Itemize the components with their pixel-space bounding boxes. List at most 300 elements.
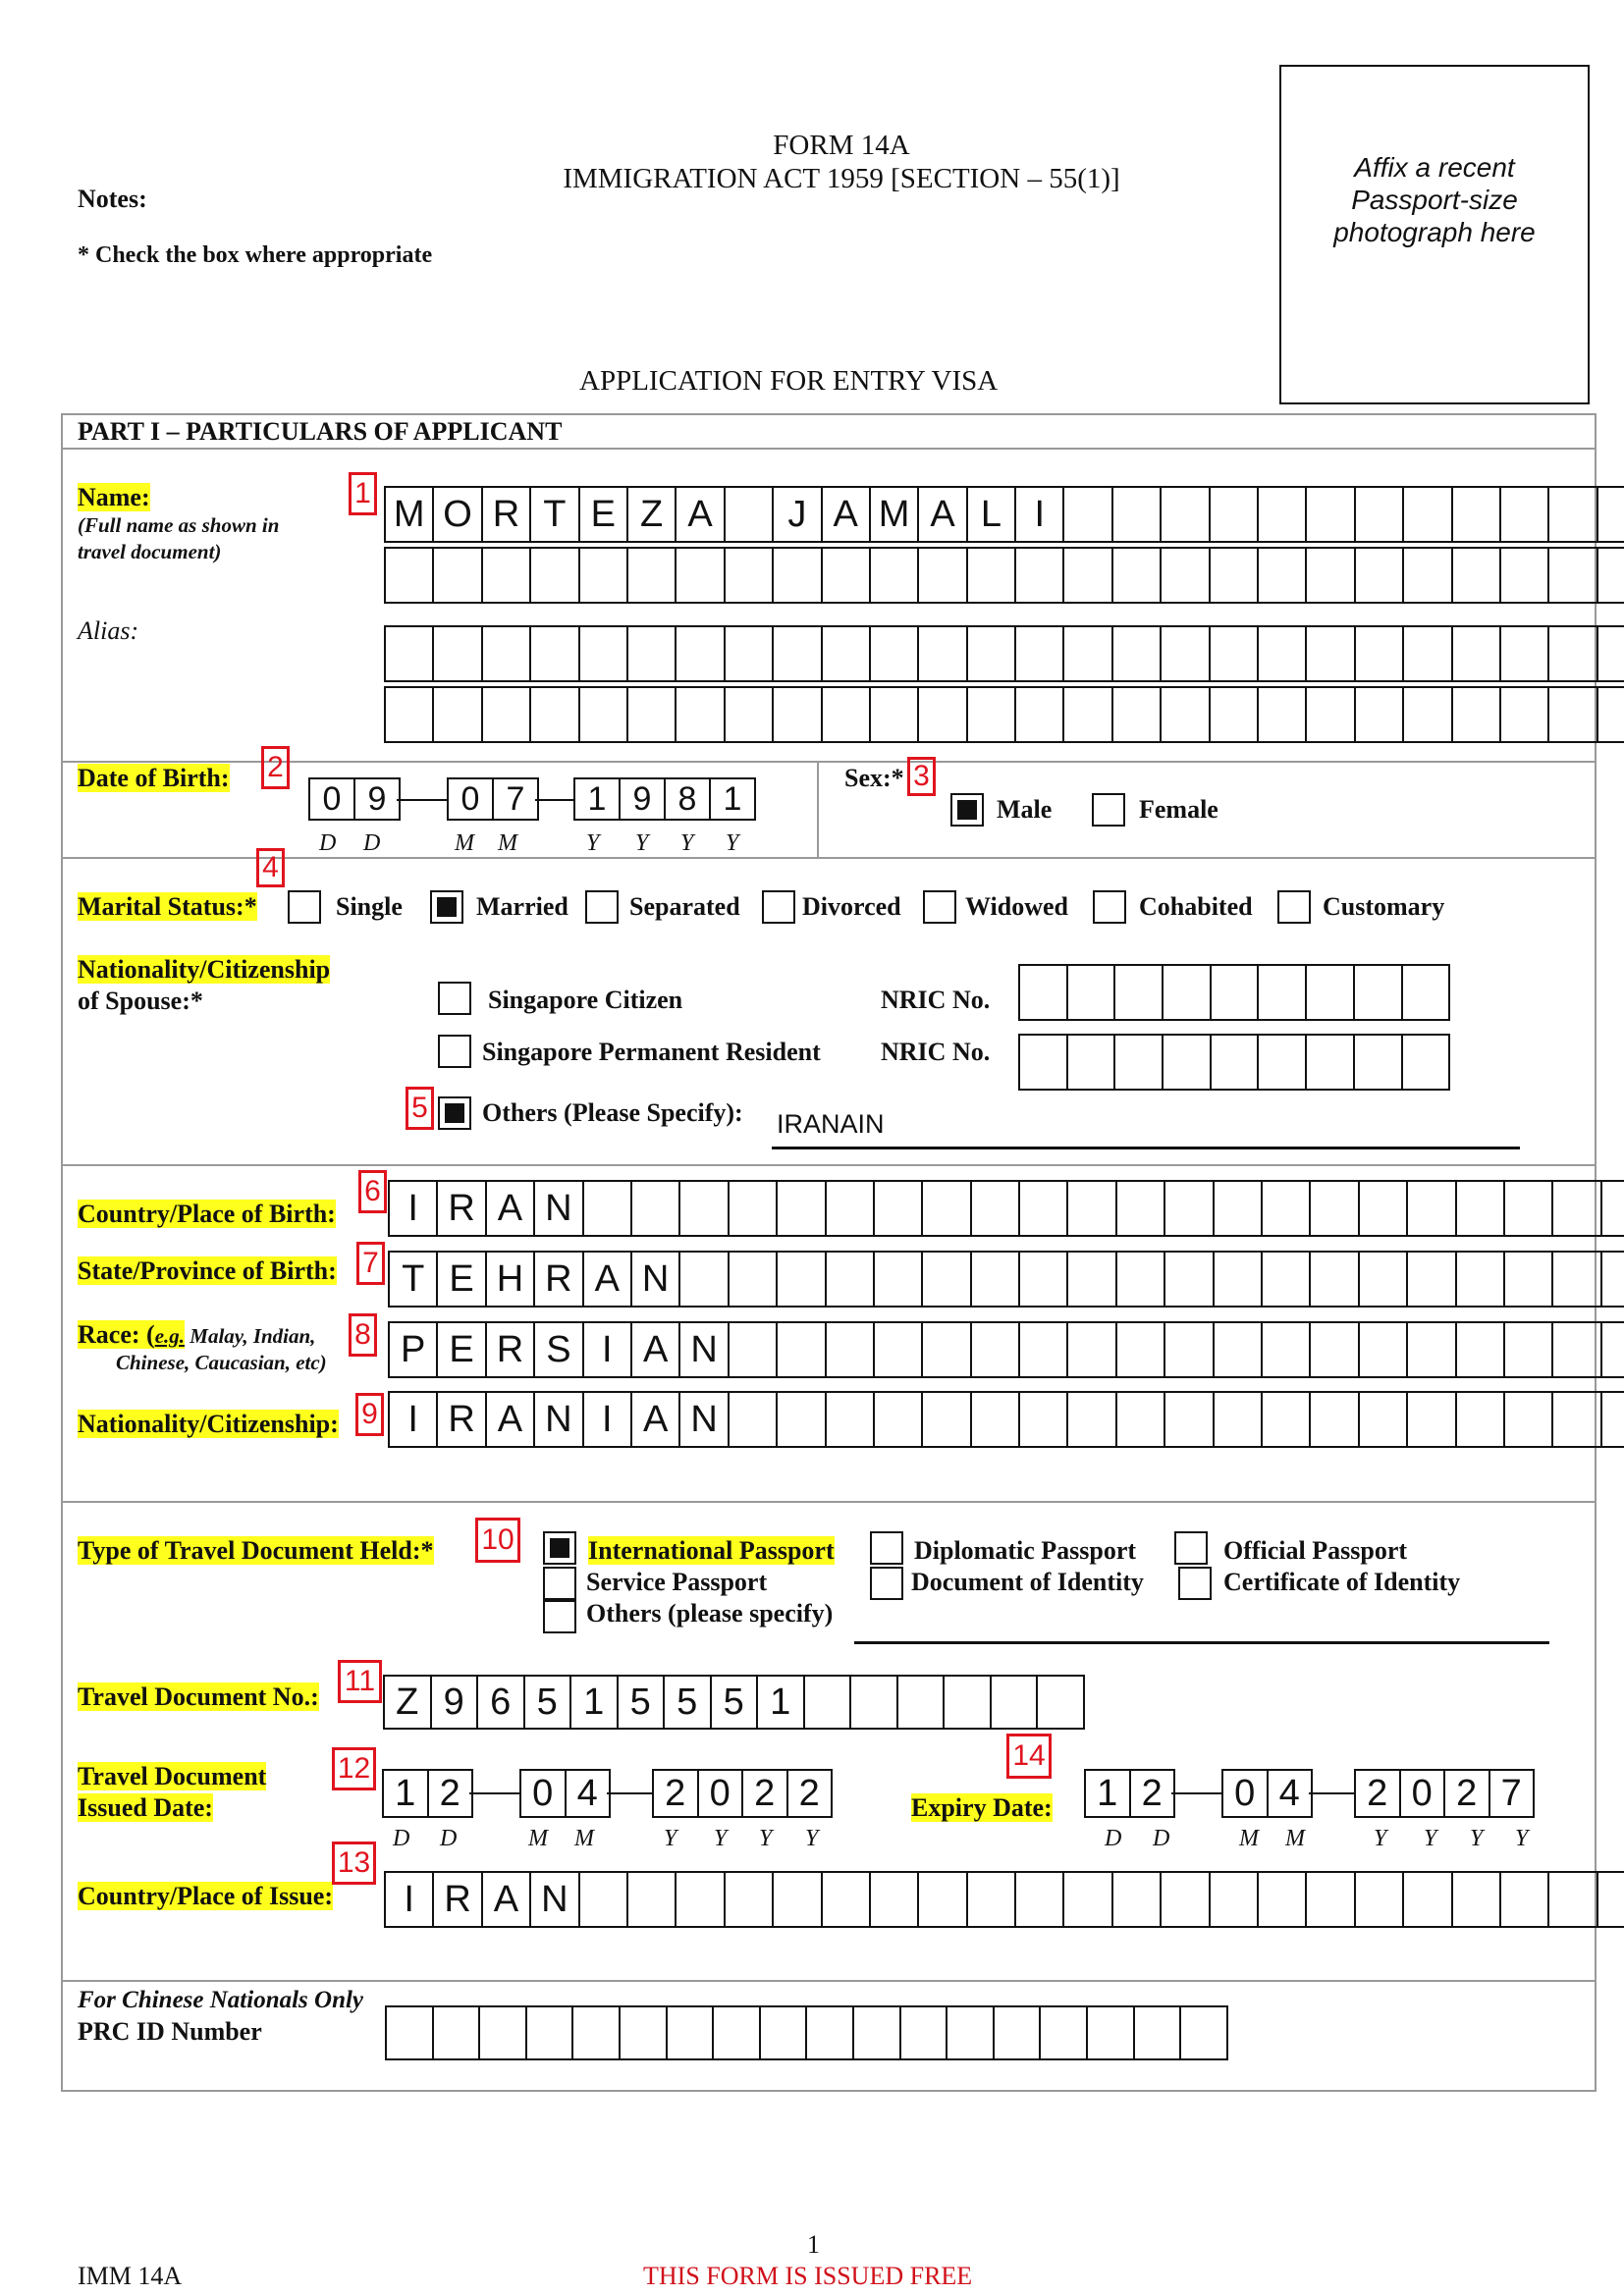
alias-row-2-cell[interactable] [821, 686, 871, 743]
alias-row-1-cell[interactable] [1451, 625, 1501, 682]
alias-row-1-cell[interactable] [1597, 625, 1624, 682]
country-birth-cells-cell[interactable]: N [533, 1180, 583, 1237]
race-cells-cell[interactable] [921, 1321, 971, 1378]
nationality-cells-cell[interactable]: R [436, 1391, 486, 1448]
alias-row-2-cell[interactable] [675, 686, 725, 743]
state-birth-cells-cell[interactable] [1600, 1251, 1624, 1308]
nationality-cells-cell[interactable] [1213, 1391, 1263, 1448]
prc-id-cells-cell[interactable] [759, 2005, 808, 2060]
nationality-cells-cell[interactable]: A [630, 1391, 680, 1448]
alias-row-1-cell[interactable] [432, 625, 482, 682]
marital-divorced-checkbox[interactable] [762, 890, 795, 924]
alias-row-2-cell[interactable] [1402, 686, 1452, 743]
name-row-1-cell[interactable] [1209, 486, 1259, 543]
prc-id-cells-cell[interactable] [1039, 2005, 1088, 2060]
issued-year-cell[interactable]: 0 [697, 1769, 744, 1818]
race-cells-cell[interactable] [776, 1321, 826, 1378]
sex-male-checkbox[interactable] [950, 793, 984, 827]
prc-id-cells-cell[interactable] [852, 2005, 901, 2060]
doc-no-cells-cell[interactable] [990, 1675, 1039, 1730]
race-cells-cell[interactable]: R [485, 1321, 535, 1378]
doc-no-cells-cell[interactable] [943, 1675, 992, 1730]
country-birth-cells-cell[interactable] [1309, 1180, 1359, 1237]
name-row-1-cell[interactable]: T [529, 486, 579, 543]
nationality-cells-cell[interactable] [1164, 1391, 1214, 1448]
name-row-1-cell[interactable] [724, 486, 774, 543]
nationality-cells-cell[interactable] [1600, 1391, 1624, 1448]
sex-female-checkbox[interactable] [1092, 793, 1125, 827]
race-cells-cell[interactable] [1164, 1321, 1214, 1378]
alias-row-1-cell[interactable] [384, 625, 434, 682]
race-cells-cell[interactable]: P [388, 1321, 438, 1378]
doc-no-cells-cell[interactable]: 5 [523, 1675, 572, 1730]
race-cells-cell[interactable] [873, 1321, 923, 1378]
place-issue-cells-cell[interactable] [1547, 1871, 1597, 1928]
travel-official-checkbox[interactable] [1174, 1531, 1208, 1565]
name-row-2[interactable] [384, 547, 1624, 604]
spouse-sg-citizen-checkbox[interactable] [438, 982, 471, 1015]
country-birth-cells-cell[interactable] [728, 1180, 778, 1237]
marital-single-checkbox[interactable] [288, 890, 321, 924]
dob-year[interactable] [573, 777, 754, 821]
place-issue-cells-cell[interactable] [724, 1871, 774, 1928]
name-row-2-cell[interactable] [966, 547, 1016, 604]
state-birth-cells-cell[interactable] [678, 1251, 729, 1308]
race-cells-cell[interactable] [1406, 1321, 1456, 1378]
spouse-nric-1-cell[interactable] [1305, 964, 1355, 1021]
nationality-cells-cell[interactable]: N [678, 1391, 729, 1448]
name-row-1-cell[interactable]: O [432, 486, 482, 543]
dob-day-cell[interactable]: 0 [308, 777, 355, 821]
marital-married-checkbox[interactable] [430, 890, 463, 924]
nationality-cells-cell[interactable] [1309, 1391, 1359, 1448]
dob-year-cell[interactable]: 1 [709, 777, 756, 821]
state-birth-cells-cell[interactable] [776, 1251, 826, 1308]
name-row-2-cell[interactable] [821, 547, 871, 604]
expiry-day[interactable] [1084, 1769, 1173, 1818]
country-birth-cells-cell[interactable] [1503, 1180, 1553, 1237]
nationality-cells-cell[interactable]: N [533, 1391, 583, 1448]
issued-day-cell[interactable]: 2 [427, 1769, 474, 1818]
alias-row-1-cell[interactable] [675, 625, 725, 682]
country-birth-cells-cell[interactable] [1213, 1180, 1263, 1237]
alias-row-2-cell[interactable] [1160, 686, 1210, 743]
travel-doi-checkbox[interactable] [870, 1567, 903, 1600]
prc-id-cells-cell[interactable] [385, 2005, 434, 2060]
spouse-nric-2-cell[interactable] [1353, 1034, 1403, 1091]
spouse-nric-1-cell[interactable] [1066, 964, 1116, 1021]
name-row-2-cell[interactable] [772, 547, 822, 604]
spouse-nric-1-cell[interactable] [1401, 964, 1451, 1021]
alias-row-2-cell[interactable] [917, 686, 967, 743]
alias-row-1-cell[interactable] [772, 625, 822, 682]
name-row-2-cell[interactable] [1209, 547, 1259, 604]
dob-month-cell[interactable]: 7 [492, 777, 539, 821]
spouse-nric-1-cell[interactable] [1162, 964, 1212, 1021]
name-row-2-cell[interactable] [1160, 547, 1210, 604]
name-row-2-cell[interactable] [1257, 547, 1307, 604]
issued-year-cell[interactable]: 2 [652, 1769, 699, 1818]
state-birth-cells-cell[interactable] [1503, 1251, 1553, 1308]
country-birth-cells-cell[interactable] [1358, 1180, 1408, 1237]
country-birth-cells-cell[interactable] [630, 1180, 680, 1237]
alias-row-2-cell[interactable] [1062, 686, 1112, 743]
expiry-year-cell[interactable]: 2 [1354, 1769, 1401, 1818]
alias-row-1-cell[interactable] [481, 625, 531, 682]
alias-row-1-cell[interactable] [529, 625, 579, 682]
alias-row-1-cell[interactable] [821, 625, 871, 682]
nationality-cells-cell[interactable] [1503, 1391, 1553, 1448]
state-birth-cells-cell[interactable] [1261, 1251, 1311, 1308]
spouse-sg-pr-checkbox[interactable] [438, 1035, 471, 1068]
country-birth-cells-cell[interactable] [1600, 1180, 1624, 1237]
prc-id-cells-cell[interactable] [1179, 2005, 1228, 2060]
alias-row-2-cell[interactable] [626, 686, 677, 743]
alias-row-2-cell[interactable] [384, 686, 434, 743]
issued-year[interactable] [652, 1769, 831, 1818]
race-cells-cell[interactable]: E [436, 1321, 486, 1378]
state-birth-cells-cell[interactable] [1406, 1251, 1456, 1308]
doc-no-cells-cell[interactable] [803, 1675, 852, 1730]
name-row-2-cell[interactable] [384, 547, 434, 604]
place-issue-cells-cell[interactable] [966, 1871, 1016, 1928]
place-issue-cells-cell[interactable] [1062, 1871, 1112, 1928]
place-issue-cells-cell[interactable] [1499, 1871, 1549, 1928]
marital-customary-checkbox[interactable] [1277, 890, 1311, 924]
expiry-month-cell[interactable]: 4 [1267, 1769, 1314, 1818]
alias-row-2[interactable] [384, 686, 1624, 743]
race-cells-cell[interactable] [825, 1321, 875, 1378]
name-row-1-cell[interactable]: Z [626, 486, 677, 543]
place-issue-cells-cell[interactable] [1354, 1871, 1404, 1928]
nationality-cells-cell[interactable] [873, 1391, 923, 1448]
race-cells-cell[interactable] [1066, 1321, 1116, 1378]
name-row-2-cell[interactable] [1305, 547, 1355, 604]
state-birth-cells-cell[interactable] [873, 1251, 923, 1308]
name-row-2-cell[interactable] [1402, 547, 1452, 604]
state-birth-cells-cell[interactable]: R [533, 1251, 583, 1308]
place-issue-cells-cell[interactable] [626, 1871, 677, 1928]
nationality-cells-cell[interactable] [1551, 1391, 1601, 1448]
alias-row-1-cell[interactable] [1547, 625, 1597, 682]
nationality-cells-cell[interactable]: I [388, 1391, 438, 1448]
alias-row-1-cell[interactable] [966, 625, 1016, 682]
nationality-cells-cell[interactable] [970, 1391, 1020, 1448]
name-row-1-cell[interactable]: R [481, 486, 531, 543]
travel-coi-checkbox[interactable] [1178, 1567, 1212, 1600]
issued-day-cell[interactable]: 1 [382, 1769, 429, 1818]
race-cells-cell[interactable] [1551, 1321, 1601, 1378]
spouse-others-checkbox[interactable] [438, 1096, 471, 1130]
place-issue-cells-cell[interactable] [917, 1871, 967, 1928]
race-cells-cell[interactable] [1600, 1321, 1624, 1378]
name-row-1-cell[interactable]: A [821, 486, 871, 543]
nationality-cells-cell[interactable] [1455, 1391, 1505, 1448]
issued-year-cell[interactable]: 2 [786, 1769, 834, 1818]
state-birth-cells-cell[interactable] [1115, 1251, 1165, 1308]
alias-row-2-cell[interactable] [1111, 686, 1162, 743]
doc-no-cells-cell[interactable] [1036, 1675, 1085, 1730]
doc-no-cells-cell[interactable] [896, 1675, 946, 1730]
country-birth-cells-cell[interactable] [1551, 1180, 1601, 1237]
race-cells-cell[interactable] [1018, 1321, 1068, 1378]
name-row-2-cell[interactable] [626, 547, 677, 604]
alias-row-2-cell[interactable] [1451, 686, 1501, 743]
expiry-year-cell[interactable]: 7 [1489, 1769, 1536, 1818]
place-issue-cells-cell[interactable] [578, 1871, 628, 1928]
spouse-nric-1-cell[interactable] [1257, 964, 1307, 1021]
country-birth-cells-cell[interactable]: I [388, 1180, 438, 1237]
expiry-month[interactable] [1221, 1769, 1311, 1818]
country-birth-cells-cell[interactable] [825, 1180, 875, 1237]
country-birth-cells-cell[interactable] [1406, 1180, 1456, 1237]
place-issue-cells-cell[interactable] [1257, 1871, 1307, 1928]
spouse-nric-2-cell[interactable] [1305, 1034, 1355, 1091]
name-row-2-cell[interactable] [869, 547, 919, 604]
state-birth-cells-cell[interactable] [1164, 1251, 1214, 1308]
issued-year-cell[interactable]: 2 [741, 1769, 788, 1818]
place-issue-cells-cell[interactable] [675, 1871, 725, 1928]
name-row-1-cell[interactable] [1499, 486, 1549, 543]
name-row-2-cell[interactable] [724, 547, 774, 604]
country-birth-cells-cell[interactable] [1066, 1180, 1116, 1237]
alias-row-1-cell[interactable] [1160, 625, 1210, 682]
race-cells-cell[interactable]: S [533, 1321, 583, 1378]
name-row-2-cell[interactable] [1547, 547, 1597, 604]
doc-no-cells-cell[interactable]: 1 [756, 1675, 805, 1730]
nationality-cells-cell[interactable] [1066, 1391, 1116, 1448]
alias-row-1-cell[interactable] [1354, 625, 1404, 682]
name-row-1-cell[interactable] [1597, 486, 1624, 543]
nationality-cells[interactable] [388, 1391, 1624, 1448]
name-row-2-cell[interactable] [675, 547, 725, 604]
name-row-2-cell[interactable] [1451, 547, 1501, 604]
prc-id-cells-cell[interactable] [899, 2005, 948, 2060]
dob-day-cell[interactable]: 9 [353, 777, 401, 821]
name-row-2-cell[interactable] [481, 547, 531, 604]
name-row-1-cell[interactable] [1160, 486, 1210, 543]
prc-id-cells-cell[interactable] [432, 2005, 481, 2060]
country-birth-cells-cell[interactable] [873, 1180, 923, 1237]
race-cells-cell[interactable] [1358, 1321, 1408, 1378]
name-row-1[interactable] [384, 486, 1624, 543]
spouse-nric-1[interactable] [1018, 964, 1448, 1021]
state-birth-cells-cell[interactable] [1309, 1251, 1359, 1308]
state-birth-cells-cell[interactable] [825, 1251, 875, 1308]
country-birth-cells-cell[interactable]: A [485, 1180, 535, 1237]
country-birth-cells-cell[interactable] [970, 1180, 1020, 1237]
alias-row-1-cell[interactable] [1014, 625, 1064, 682]
prc-id-cells-cell[interactable] [712, 2005, 761, 2060]
race-cells-cell[interactable] [1115, 1321, 1165, 1378]
name-row-1-cell[interactable] [1547, 486, 1597, 543]
place-issue-cells-cell[interactable] [869, 1871, 919, 1928]
state-birth-cells-cell[interactable]: A [582, 1251, 632, 1308]
doc-no-cells[interactable] [383, 1675, 1083, 1730]
alias-row-1-cell[interactable] [1257, 625, 1307, 682]
alias-row-2-cell[interactable] [1305, 686, 1355, 743]
name-row-1-cell[interactable]: I [1014, 486, 1064, 543]
spouse-nric-1-cell[interactable] [1210, 964, 1260, 1021]
place-issue-cells-cell[interactable] [1014, 1871, 1064, 1928]
doc-no-cells-cell[interactable]: 9 [430, 1675, 479, 1730]
state-birth-cells-cell[interactable] [1551, 1251, 1601, 1308]
alias-row-2-cell[interactable] [772, 686, 822, 743]
doc-no-cells-cell[interactable]: 5 [663, 1675, 712, 1730]
spouse-others-value[interactable]: IRANAIN [777, 1109, 885, 1139]
nationality-cells-cell[interactable] [1115, 1391, 1165, 1448]
marital-separated-checkbox[interactable] [585, 890, 619, 924]
place-issue-cells-cell[interactable] [1451, 1871, 1501, 1928]
prc-id-cells-cell[interactable] [525, 2005, 574, 2060]
state-birth-cells-cell[interactable]: H [485, 1251, 535, 1308]
country-birth-cells-cell[interactable] [1164, 1180, 1214, 1237]
alias-row-2-cell[interactable] [1209, 686, 1259, 743]
state-birth-cells-cell[interactable] [1358, 1251, 1408, 1308]
expiry-day-cell[interactable]: 1 [1084, 1769, 1131, 1818]
dob-year-cell[interactable]: 1 [573, 777, 621, 821]
alias-row-2-cell[interactable] [1354, 686, 1404, 743]
name-row-2-cell[interactable] [1014, 547, 1064, 604]
travel-intl-checkbox[interactable] [543, 1531, 576, 1565]
name-row-2-cell[interactable] [432, 547, 482, 604]
alias-row-1-cell[interactable] [1499, 625, 1549, 682]
alias-row-2-cell[interactable] [1597, 686, 1624, 743]
dob-year-cell[interactable]: 9 [619, 777, 666, 821]
alias-row-1-cell[interactable] [724, 625, 774, 682]
prc-id-cells-cell[interactable] [946, 2005, 995, 2060]
dob-month[interactable] [447, 777, 537, 821]
spouse-nric-2-cell[interactable] [1113, 1034, 1164, 1091]
travel-others-checkbox[interactable] [543, 1600, 576, 1633]
state-birth-cells-cell[interactable] [1213, 1251, 1263, 1308]
prc-id-cells-cell[interactable] [805, 2005, 854, 2060]
expiry-day-cell[interactable]: 2 [1129, 1769, 1176, 1818]
state-birth-cells-cell[interactable]: T [388, 1251, 438, 1308]
alias-row-1-cell[interactable] [1402, 625, 1452, 682]
state-birth-cells-cell[interactable] [728, 1251, 778, 1308]
alias-row-2-cell[interactable] [724, 686, 774, 743]
spouse-nric-2-cell[interactable] [1162, 1034, 1212, 1091]
place-issue-cells-cell[interactable] [1209, 1871, 1259, 1928]
place-issue-cells-cell[interactable] [1111, 1871, 1162, 1928]
place-issue-cells-cell[interactable]: I [384, 1871, 434, 1928]
place-issue-cells-cell[interactable] [1402, 1871, 1452, 1928]
name-row-1-cell[interactable] [1354, 486, 1404, 543]
doc-no-cells-cell[interactable]: Z [383, 1675, 432, 1730]
race-cells-cell[interactable] [1455, 1321, 1505, 1378]
doc-no-cells-cell[interactable]: 5 [617, 1675, 666, 1730]
name-row-1-cell[interactable] [1305, 486, 1355, 543]
doc-no-cells-cell[interactable] [849, 1675, 898, 1730]
place-issue-cells-cell[interactable] [1305, 1871, 1355, 1928]
name-row-2-cell[interactable] [529, 547, 579, 604]
issued-month[interactable] [519, 1769, 609, 1818]
spouse-nric-2-cell[interactable] [1401, 1034, 1451, 1091]
country-birth-cells-cell[interactable] [776, 1180, 826, 1237]
state-birth-cells-cell[interactable]: N [630, 1251, 680, 1308]
alias-row-1-cell[interactable] [917, 625, 967, 682]
issued-day[interactable] [382, 1769, 471, 1818]
prc-id-cells-cell[interactable] [666, 2005, 715, 2060]
name-row-1-cell[interactable]: E [578, 486, 628, 543]
alias-row-1-cell[interactable] [1062, 625, 1112, 682]
alias-row-2-cell[interactable] [1257, 686, 1307, 743]
name-row-1-cell[interactable] [1062, 486, 1112, 543]
spouse-nric-1-cell[interactable] [1018, 964, 1068, 1021]
spouse-nric-2-cell[interactable] [1210, 1034, 1260, 1091]
travel-service-checkbox[interactable] [543, 1567, 576, 1600]
alias-row-2-cell[interactable] [481, 686, 531, 743]
nationality-cells-cell[interactable] [1358, 1391, 1408, 1448]
nationality-cells-cell[interactable] [1261, 1391, 1311, 1448]
nationality-cells-cell[interactable] [1018, 1391, 1068, 1448]
name-row-2-cell[interactable] [917, 547, 967, 604]
prc-id-cells-cell[interactable] [619, 2005, 668, 2060]
name-row-1-cell[interactable]: A [675, 486, 725, 543]
prc-id-cells-cell[interactable] [571, 2005, 621, 2060]
spouse-nric-1-cell[interactable] [1353, 964, 1403, 1021]
name-row-2-cell[interactable] [1597, 547, 1624, 604]
prc-id-cells[interactable] [385, 2005, 1226, 2060]
expiry-year-cell[interactable]: 2 [1443, 1769, 1490, 1818]
place-issue-cells-cell[interactable] [772, 1871, 822, 1928]
prc-id-cells-cell[interactable] [993, 2005, 1042, 2060]
state-birth-cells-cell[interactable] [921, 1251, 971, 1308]
state-birth-cells-cell[interactable] [1066, 1251, 1116, 1308]
place-issue-cells-cell[interactable] [1597, 1871, 1624, 1928]
country-birth-cells-cell[interactable] [1018, 1180, 1068, 1237]
place-issue-cells-cell[interactable]: R [432, 1871, 482, 1928]
dob-year-cell[interactable]: 8 [664, 777, 711, 821]
spouse-nric-2-cell[interactable] [1257, 1034, 1307, 1091]
place-issue-cells-cell[interactable] [821, 1871, 871, 1928]
race-cells-cell[interactable]: N [678, 1321, 729, 1378]
race-cells-cell[interactable] [1213, 1321, 1263, 1378]
country-birth-cells-cell[interactable] [1455, 1180, 1505, 1237]
alias-row-1-cell[interactable] [1209, 625, 1259, 682]
state-birth-cells[interactable] [388, 1251, 1624, 1308]
name-row-2-cell[interactable] [578, 547, 628, 604]
alias-row-2-cell[interactable] [869, 686, 919, 743]
race-cells-cell[interactable] [970, 1321, 1020, 1378]
expiry-month-cell[interactable]: 0 [1221, 1769, 1269, 1818]
dob-month-cell[interactable]: 0 [447, 777, 494, 821]
name-row-2-cell[interactable] [1111, 547, 1162, 604]
alias-row-2-cell[interactable] [432, 686, 482, 743]
doc-no-cells-cell[interactable]: 1 [569, 1675, 619, 1730]
prc-id-cells-cell[interactable] [1086, 2005, 1135, 2060]
country-birth-cells-cell[interactable] [921, 1180, 971, 1237]
alias-row-1-cell[interactable] [869, 625, 919, 682]
nationality-cells-cell[interactable]: I [582, 1391, 632, 1448]
alias-row-2-cell[interactable] [1499, 686, 1549, 743]
spouse-nric-1-cell[interactable] [1113, 964, 1164, 1021]
dob-day[interactable] [308, 777, 399, 821]
country-birth-cells-cell[interactable] [1261, 1180, 1311, 1237]
marital-widowed-checkbox[interactable] [923, 890, 956, 924]
nationality-cells-cell[interactable] [825, 1391, 875, 1448]
spouse-nric-2-cell[interactable] [1018, 1034, 1068, 1091]
travel-diplomatic-checkbox[interactable] [870, 1531, 903, 1565]
name-row-1-cell[interactable] [1451, 486, 1501, 543]
spouse-nric-2[interactable] [1018, 1034, 1448, 1091]
alias-row-2-cell[interactable] [529, 686, 579, 743]
country-birth-cells-cell[interactable] [582, 1180, 632, 1237]
name-row-1-cell[interactable]: L [966, 486, 1016, 543]
issued-month-cell[interactable]: 4 [565, 1769, 612, 1818]
place-issue-cells-cell[interactable] [1160, 1871, 1210, 1928]
